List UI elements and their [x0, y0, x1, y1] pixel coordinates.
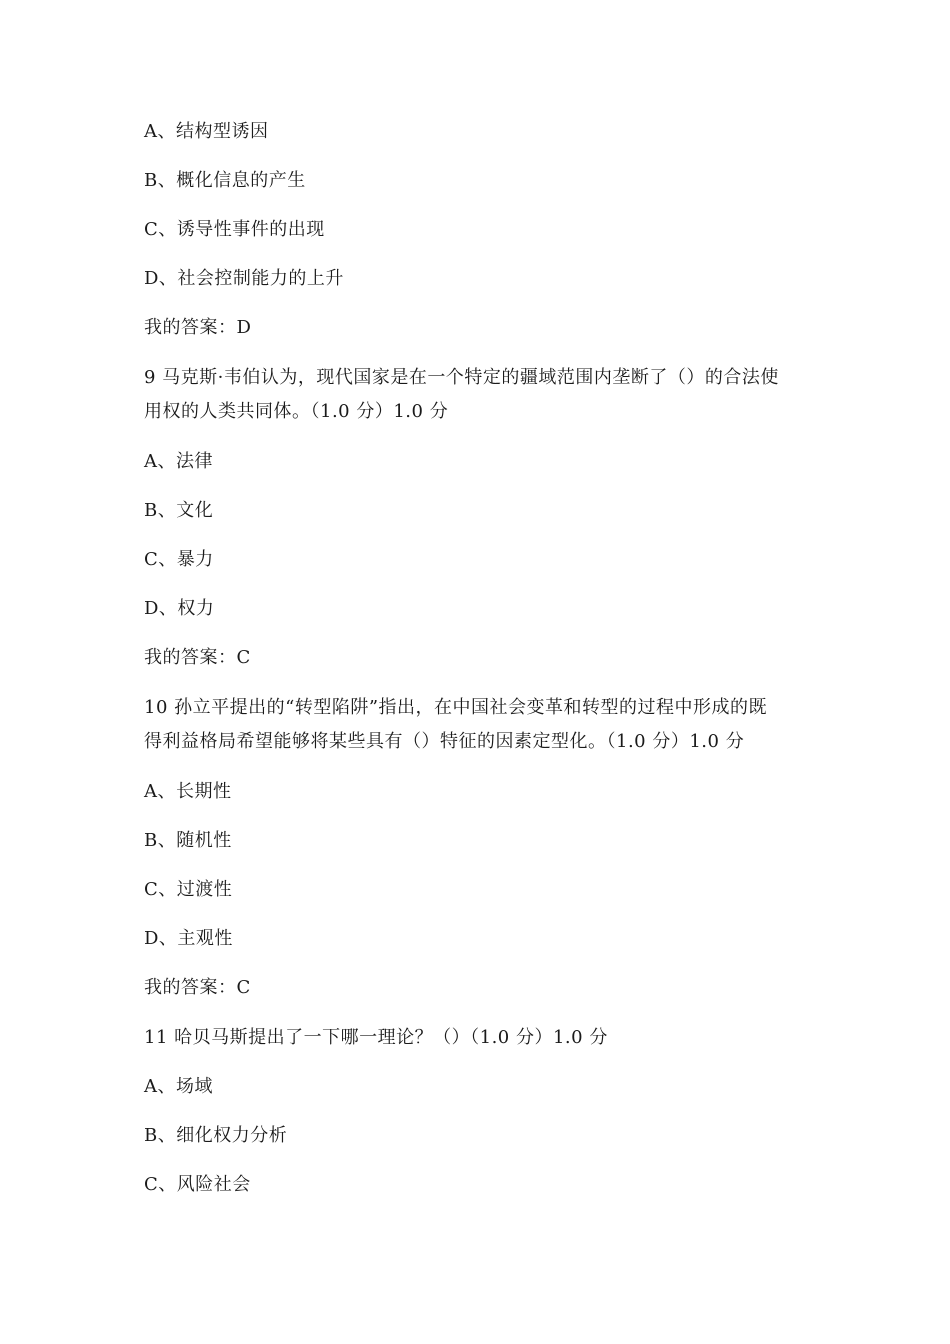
- q8-answer: 我的答案：D: [144, 317, 252, 338]
- q11-option-b: B、细化权力分析: [144, 1125, 288, 1146]
- q9-stem-line-2: 用权的人类共同体。（1.0 分）1.0 分: [144, 401, 449, 422]
- q8-option-d: D、社会控制能力的上升: [144, 268, 344, 289]
- q11-option-a: A、场域: [144, 1076, 213, 1097]
- q9-option-a: A、法律: [144, 451, 213, 472]
- q10-option-d: D、主观性: [144, 928, 233, 949]
- q8-option-b: B、概化信息的产生: [144, 170, 306, 191]
- q10-stem-line-1: 10 孙立平提出的“转型陷阱”指出，在中国社会变革和转型的过程中形成的既: [144, 697, 768, 718]
- q11-option-c: C、风险社会: [144, 1174, 251, 1195]
- q9-answer: 我的答案：C: [144, 647, 251, 668]
- q11-stem-line-1: 11 哈贝马斯提出了一下哪一理论？（）（1.0 分）1.0 分: [144, 1027, 608, 1048]
- q10-option-a: A、长期性: [144, 781, 232, 802]
- q8-option-c: C、诱导性事件的出现: [144, 219, 325, 240]
- q10-answer: 我的答案：C: [144, 977, 251, 998]
- q9-stem-line-1: 9 马克斯·韦伯认为，现代国家是在一个特定的疆域范围内垄断了（）的合法使: [144, 367, 779, 388]
- q10-option-c: C、过渡性: [144, 879, 233, 900]
- q9-option-d: D、权力: [144, 598, 215, 619]
- q10-stem-line-2: 得利益格局希望能够将某些具有（）特征的因素定型化。（1.0 分）1.0 分: [144, 731, 745, 752]
- q8-option-a: A、结构型诱因: [144, 121, 269, 142]
- q10-option-b: B、随机性: [144, 830, 232, 851]
- q9-option-c: C、暴力: [144, 549, 214, 570]
- q9-option-b: B、文化: [144, 500, 214, 521]
